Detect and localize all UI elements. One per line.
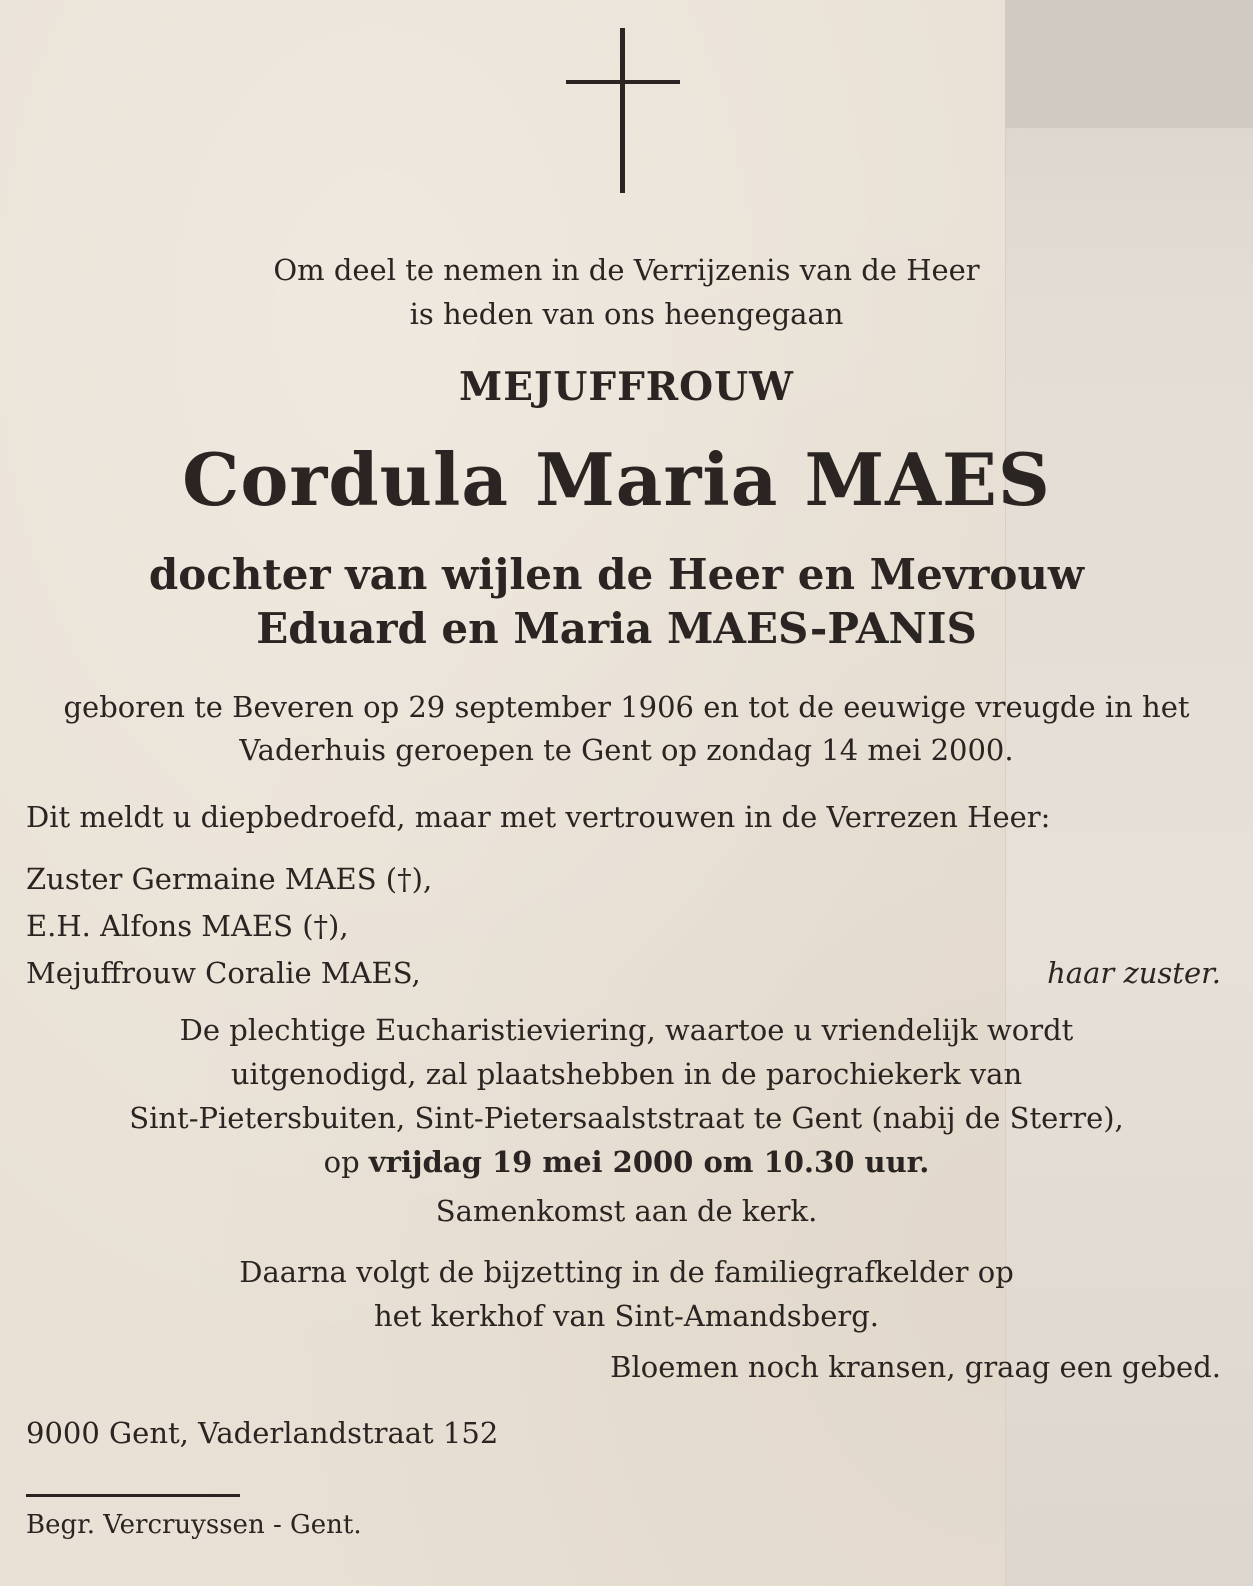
burial-text xyxy=(0,1250,1253,1338)
relative-row xyxy=(26,903,1221,950)
intro-text xyxy=(0,248,1253,336)
announcement-text: Dit meldt u diepbedroefd, maar met vertrouwen in de Verrezen Heer: xyxy=(26,800,1051,834)
gathering-text: Samenkomst aan de kerk. xyxy=(435,1194,818,1228)
deceased-name: Cordula Maria MAES xyxy=(182,437,1051,522)
honorific-title: MEJUFFROUW xyxy=(459,364,794,410)
cross-icon xyxy=(566,28,680,193)
mass-line: De plechtige Eucharistieviering, waartoe u vriendelijk wordt xyxy=(179,1013,1074,1047)
intro-line: is heden van ons heengegaan xyxy=(409,297,844,331)
parents-line: Eduard en Maria MAES-PANIS xyxy=(256,604,977,653)
cross-vertical-bar xyxy=(620,28,625,193)
relative-row xyxy=(26,856,1221,903)
birth-line: Vaderhuis geroepen te Gent op zondag 14 mei 2000. xyxy=(239,733,1014,767)
mass-line: Sint-Pietersbuiten, Sint-Pietersaalststraat te Gent (nabij de Sterre), xyxy=(129,1101,1124,1135)
burial-line: het kerkhof van Sint-Amandsberg. xyxy=(373,1299,880,1333)
relative-row xyxy=(26,950,1221,997)
relative-name: Zuster Germaine MAES (†), xyxy=(26,862,433,896)
relative-name: E.H. Alfons MAES (†), xyxy=(26,909,349,943)
parents-text xyxy=(0,548,1243,656)
divider-rule xyxy=(26,1494,240,1497)
relatives-list xyxy=(26,856,1221,997)
intro-line: Om deel te nemen in de Verrijzenis van de Heer xyxy=(273,253,980,287)
birth-death-text xyxy=(0,686,1253,772)
mass-date-line xyxy=(0,1140,1253,1184)
family-address: 9000 Gent, Vaderlandstraat 152 xyxy=(26,1416,499,1450)
undertaker-credit: Begr. Vercruyssen - Gent. xyxy=(26,1510,362,1540)
mass-datetime: vrijdag 19 mei 2000 om 10.30 uur. xyxy=(368,1145,930,1179)
flowers-request: Bloemen noch kransen, graag een gebed. xyxy=(610,1350,1221,1384)
mass-date-prefix: op xyxy=(323,1145,369,1179)
parents-line: dochter van wijlen de Heer en Mevrouw xyxy=(148,550,1085,599)
cross-horizontal-bar xyxy=(566,80,680,84)
relative-name: Mejuffrouw Coralie MAES, xyxy=(26,956,421,990)
birth-line: geboren te Beveren op 29 september 1906 en tot de eeuwige vreugde in het xyxy=(63,690,1190,724)
relative-relation: haar zuster. xyxy=(1047,956,1221,990)
burial-line: Daarna volgt de bijzetting in de familiegrafkelder op xyxy=(239,1255,1014,1289)
mass-line: uitgenodigd, zal plaatshebben in de parochiekerk van xyxy=(230,1057,1023,1091)
mass-details xyxy=(0,1008,1253,1184)
